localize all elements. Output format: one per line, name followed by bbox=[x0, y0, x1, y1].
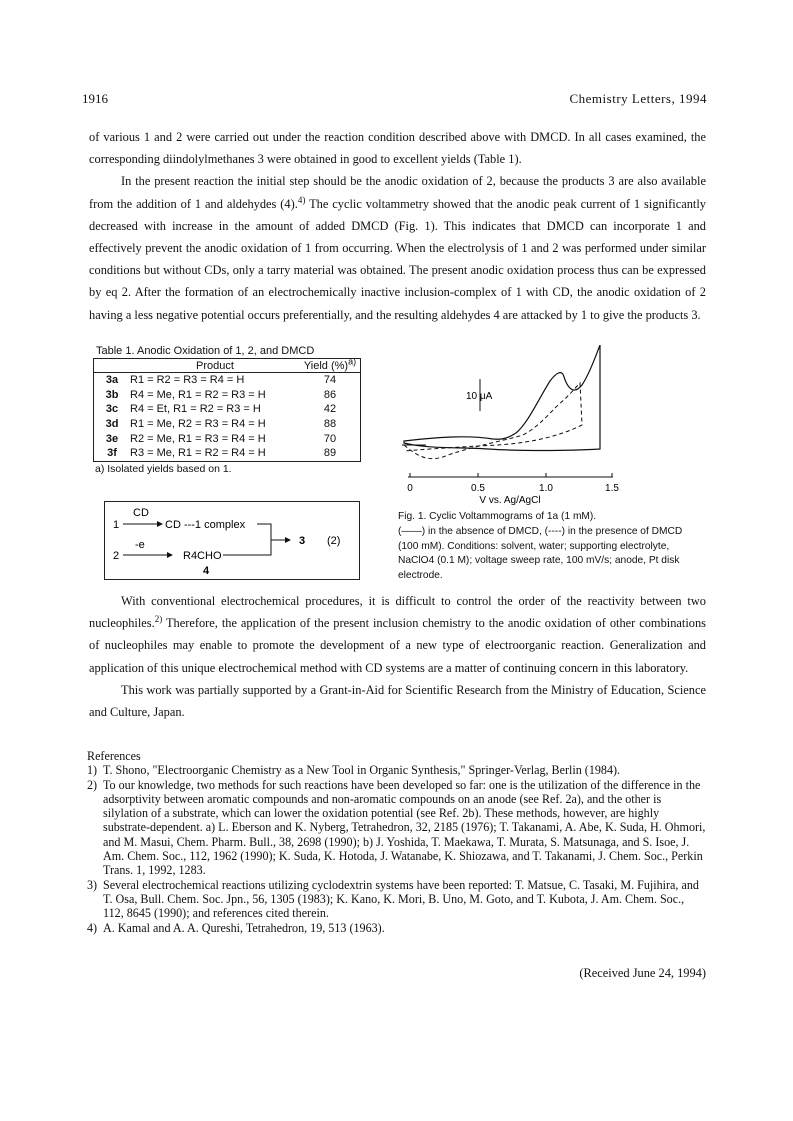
scheme-eq-number: (2) bbox=[327, 535, 341, 547]
references-heading: References bbox=[87, 749, 141, 763]
reference-text: To our knowledge, two methods for such reactions have been developed so far: one is the utilization of the difference in the adsorptivity between aromatic compounds and non-aromatic compounds on an anode (see Ref. 2a), and the other is silylation of a substrate, which can lower the oxidation potential (see Ref. 2b). These methods, however, are highly substrate-dependent. a) L. Eberson and K. Nyberg, Tetrahedron, 32, 2185 (1976); T. Takanami, A. Abe, K. Suda, H. Ohmori, and M. Masui, Chem. Pharm. Bull., 38, 2698 (1990); b) J. Yoshida, T. Maekawa, T. Murata, S. Matsunaga, and S. Isoe, J. Am. Chem. Soc., 112, 1962 (1990); K. Suda, K. Hotoda, J. Watanabe, K. Shiozawa, and T. Takanami, J. Chem. Soc., Perkin Trans. 1, 1992, 1283. bbox=[103, 777, 706, 878]
scheme-reagent-cd: CD bbox=[133, 507, 149, 519]
figure-caption-title: Fig. 1. Cyclic Voltammograms of 1a (1 mM). bbox=[398, 511, 597, 522]
compound-id: 3c bbox=[105, 403, 119, 416]
reference-number: 3) bbox=[87, 877, 98, 892]
yield-value: 86 bbox=[323, 388, 337, 401]
col-yield: Yield (%)$^{a)}$ bbox=[300, 359, 361, 373]
table-row bbox=[94, 431, 361, 446]
journal-running-head: Chemistry Letters, 1994 bbox=[569, 91, 707, 106]
reference-number: 4) bbox=[87, 920, 98, 935]
citation-ref: 4) bbox=[297, 194, 306, 205]
scheme-arrowhead-3 bbox=[285, 537, 291, 543]
yield-value: 70 bbox=[323, 432, 337, 445]
scheme-reactant-2: 2 bbox=[113, 550, 120, 562]
product-substituents: R4 = Et, R1 = R2 = R3 = H bbox=[130, 403, 261, 416]
citation-ref: 2) bbox=[154, 614, 163, 625]
yield-value: 74 bbox=[323, 374, 337, 387]
compound-id: 3d bbox=[105, 418, 119, 431]
table-row bbox=[94, 402, 361, 417]
body-text-top bbox=[89, 126, 706, 326]
table-footnote: a) Isolated yields based on 1. bbox=[95, 462, 232, 475]
body-text-bottom bbox=[89, 590, 706, 723]
x-tick-label: 1.0 bbox=[539, 483, 553, 494]
reference-text: Several electrochemical reactions utilizing cyclodextrin systems have been reported: T. Matsue, C. Tasaki, M. Fujihira, and T. Osa, Bull. Chem. Soc. Jpn., 56, 1305 (1983); K. Kano, K. Mori, B. Uno, M. Goto, and T. Kubota, J. Am. Chem. Soc., 112, 8645 (1990); and references cited therein. bbox=[103, 877, 699, 921]
reference-item bbox=[87, 763, 707, 777]
table-1 bbox=[93, 345, 363, 475]
reference-item bbox=[87, 778, 707, 878]
paragraph-2: In the present reaction the initial step should be the anodic oxidation of 2, because the products 3 are also available from the addition of 1 and aldehydes (4).$^{4)}$ The cyclic voltammetry showed that the anodic peak current of 1 significantly decreased with increase in the amount of added DMCD (Fig. 1). This indicates that DMCD can incorporate 1 and effectively prevent the anodic oxidation of 1 from occurring. When the electrolysis of 1 and 2 was performed under similar conditions but without CDs, only a tarry material was obtained. The present anodic oxidation process thus can be expressed by eq 2. After the formation of an electrochemically inactive inclusion-complex of 1 with CD, the anodic oxidation of 2 having a less negative potential occurs preferentially, and the resulting aldehydes 4 are attacked by 1 to give the products 3. bbox=[89, 174, 707, 322]
scheme-arrowhead-1 bbox=[157, 521, 163, 527]
current-scale-label: 10 μA bbox=[466, 391, 493, 402]
figure-caption-body: (——) in the absence of DMCD, (----) in the presence of DMCD (100 mM). Conditions: solvent, water; supporting electrolyte, NaClO4 (0.1 M); voltage sweep rate, 100 mV/s; anode, Pt disk electrode. bbox=[398, 525, 683, 582]
yield-value: 42 bbox=[323, 403, 337, 416]
product-substituents: R2 = Me, R1 = R3 = R4 = H bbox=[130, 432, 266, 445]
yield-value: 89 bbox=[323, 447, 337, 460]
paragraph-4: This work was partially supported by a Grant-in-Aid for Scientific Research from the Ministry of Education, Science and Culture, Japan. bbox=[89, 682, 706, 720]
curve-without-dmcd bbox=[404, 345, 600, 451]
table-row bbox=[94, 417, 361, 432]
reference-list bbox=[87, 763, 707, 935]
product-substituents: R1 = Me, R2 = R3 = R4 = H bbox=[130, 418, 266, 431]
voltammogram bbox=[398, 345, 628, 505]
reference-item bbox=[87, 878, 707, 921]
x-tick-label: 0.5 bbox=[471, 483, 485, 494]
compound-id: 3a bbox=[105, 374, 119, 387]
scheme-complex: CD ---1 complex bbox=[165, 519, 246, 531]
reaction-scheme bbox=[104, 501, 360, 580]
reference-item bbox=[87, 921, 707, 935]
table-row bbox=[94, 388, 361, 403]
curve-with-dmcd bbox=[404, 383, 582, 459]
table-body bbox=[94, 373, 361, 462]
table-row bbox=[94, 446, 361, 461]
scheme-reagent-e: -e bbox=[135, 539, 145, 551]
scheme-arrows bbox=[105, 502, 359, 579]
received-date: (Received June 24, 1994) bbox=[579, 966, 706, 980]
x-axis-label: V vs. Ag/AgCl bbox=[479, 495, 541, 505]
figure-1 bbox=[398, 345, 628, 505]
scheme-aldehyde: R4CHO bbox=[183, 550, 222, 562]
reference-text: T. Shono, "Electroorganic Chemistry as a New Tool in Organic Synthesis," Springer-Verlag, Berlin (1984). bbox=[103, 763, 621, 778]
compound-id: 3b bbox=[105, 388, 119, 401]
references bbox=[87, 749, 707, 935]
scheme-aldehyde-label: 4 bbox=[203, 565, 210, 577]
compound-id: 3f bbox=[107, 447, 117, 460]
scheme-product: 3 bbox=[299, 535, 306, 547]
paragraph-3: With conventional electrochemical procedures, it is difficult to control the order of the reactivity between two nucleophiles.$^{2)}$ Therefore, the application of the present inclusion chemistry to the anodic oxidation of other combinations of nucleophiles may enable to promote the development of a new type of electroorganic reaction. Generalization and application of this unique electrochemical method with CD systems are a matter of continuing concern in this laboratory. bbox=[89, 594, 706, 675]
scheme-arrowhead-2 bbox=[167, 552, 173, 558]
page-number: 1916 bbox=[82, 91, 108, 106]
reference-number: 1) bbox=[87, 763, 98, 778]
table-row bbox=[94, 373, 361, 388]
reference-text: A. Kamal and A. A. Qureshi, Tetrahedron, 19, 513 (1963). bbox=[103, 920, 385, 935]
x-tick-label: 1.5 bbox=[605, 483, 619, 494]
figure-caption bbox=[398, 510, 698, 584]
product-substituents: R1 = R2 = R3 = R4 = H bbox=[130, 374, 245, 387]
table-caption: Table 1. Anodic Oxidation of 1, 2, and DMCD bbox=[96, 345, 315, 357]
paragraph-1: of various 1 and 2 were carried out under the reaction condition described above with DMCD. In all cases examined, the corresponding diindolylmethanes 3 were obtained in good to excellent yields (Table 1). bbox=[89, 130, 706, 167]
compound-id: 3e bbox=[105, 432, 119, 445]
scheme-reactant-1: 1 bbox=[113, 519, 120, 531]
product-substituents: R4 = Me, R1 = R2 = R3 = H bbox=[130, 388, 266, 401]
x-tick-label: 0 bbox=[407, 483, 413, 494]
yield-value: 88 bbox=[323, 418, 337, 431]
product-substituents: R3 = Me, R1 = R2 = R4 = H bbox=[130, 447, 266, 460]
reference-number: 2) bbox=[87, 777, 98, 792]
yield-table bbox=[93, 355, 361, 462]
col-product: Product bbox=[130, 359, 300, 373]
